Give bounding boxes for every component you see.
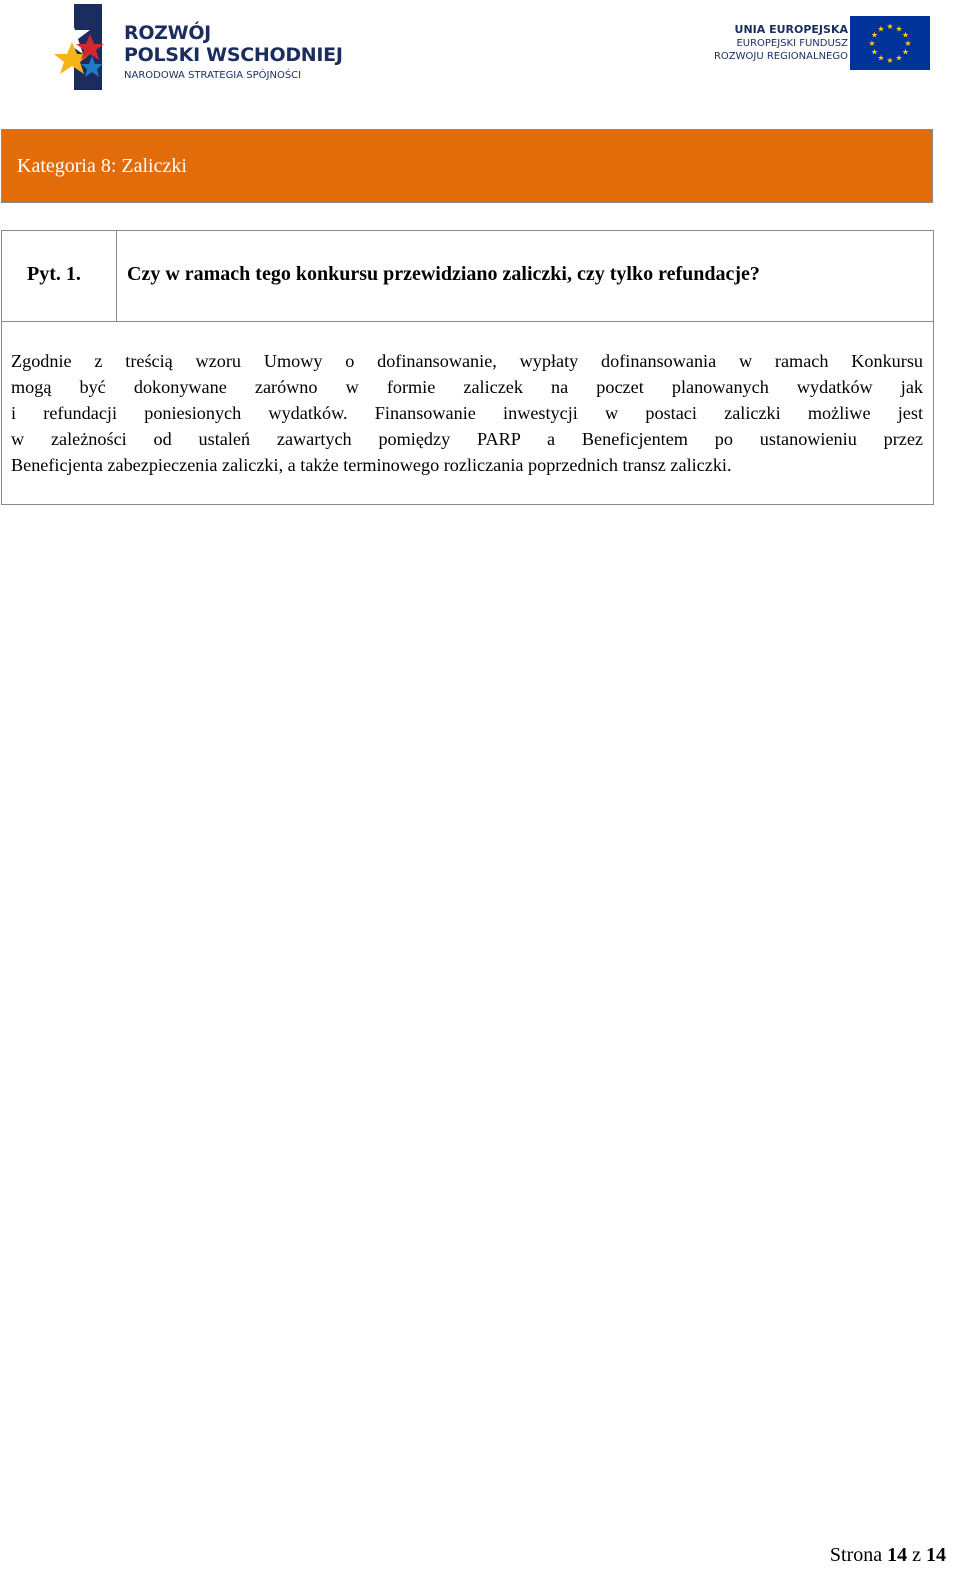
eu-logo	[700, 16, 944, 72]
svg-text:★: ★	[895, 53, 903, 63]
svg-text:★: ★	[886, 22, 894, 31]
answer-line: Beneficjenta zabezpieczenia zaliczki, a także terminowego rozliczania poprzednich transz zaliczki.	[11, 455, 732, 475]
question-number: Pyt. 1.	[27, 263, 81, 285]
rpw-star-emblem-icon	[52, 4, 108, 90]
svg-text:★: ★	[868, 39, 876, 48]
answer-line: mogą być dokonywane zarówno w formie zaliczek na poczet planowanych wydatków jak	[11, 377, 923, 397]
page-counter-prefix: Strona	[829, 1544, 883, 1566]
category-bar	[1, 129, 933, 203]
question-text: Czy w ramach tego konkursu przewidziano zaliczki, czy tylko refundacje?	[127, 263, 760, 285]
logo-line-3: NARODOWA STRATEGIA SPÓJNOŚCI	[124, 70, 302, 81]
category-title: Kategoria 8: Zaliczki	[17, 155, 187, 177]
eu-line-2: EUROPEJSKI FUNDUSZ	[736, 38, 848, 49]
svg-text:★: ★	[877, 53, 885, 63]
rozwoj-polski-wschodniej-logo	[52, 4, 352, 90]
svg-text:★: ★	[895, 24, 903, 34]
svg-text:★: ★	[886, 56, 894, 65]
svg-text:★: ★	[901, 30, 910, 40]
svg-text:★: ★	[901, 47, 910, 57]
svg-text:★: ★	[870, 30, 879, 40]
answer-line: w zależności od ustaleń zawartych pomiędzy PARP a Beneficjentem po ustanowieniu przez	[11, 429, 923, 449]
eu-flag-icon	[850, 16, 930, 70]
answer-paragraph	[11, 348, 923, 478]
question-row-divider	[2, 321, 933, 322]
logo-line-2: POLSKI WSCHODNIEJ	[124, 44, 343, 66]
page-counter-total: 14	[926, 1544, 946, 1566]
page-counter	[830, 1544, 946, 1567]
eu-line-1: UNIA EUROPEJSKA	[734, 23, 848, 36]
answer-line: i refundacji poniesionych wydatków. Finansowanie inwestycji w postaci zaliczki możliwe jest	[11, 403, 923, 423]
page-counter-current: 14	[887, 1544, 908, 1566]
answer-line: Zgodnie z treścią wzoru Umowy o dofinansowanie, wypłaty dofinansowania w ramach Konkursu	[11, 351, 923, 371]
svg-text:★: ★	[877, 24, 885, 34]
page-counter-separator: z	[912, 1544, 921, 1566]
svg-text:★: ★	[870, 47, 879, 57]
svg-text:★: ★	[904, 39, 912, 48]
logo-line-1: ROZWÓJ	[124, 22, 211, 44]
question-column-divider	[116, 231, 117, 321]
question-answer-table	[1, 230, 934, 505]
eu-line-3: ROZWOJU REGIONALNEGO	[713, 51, 848, 62]
